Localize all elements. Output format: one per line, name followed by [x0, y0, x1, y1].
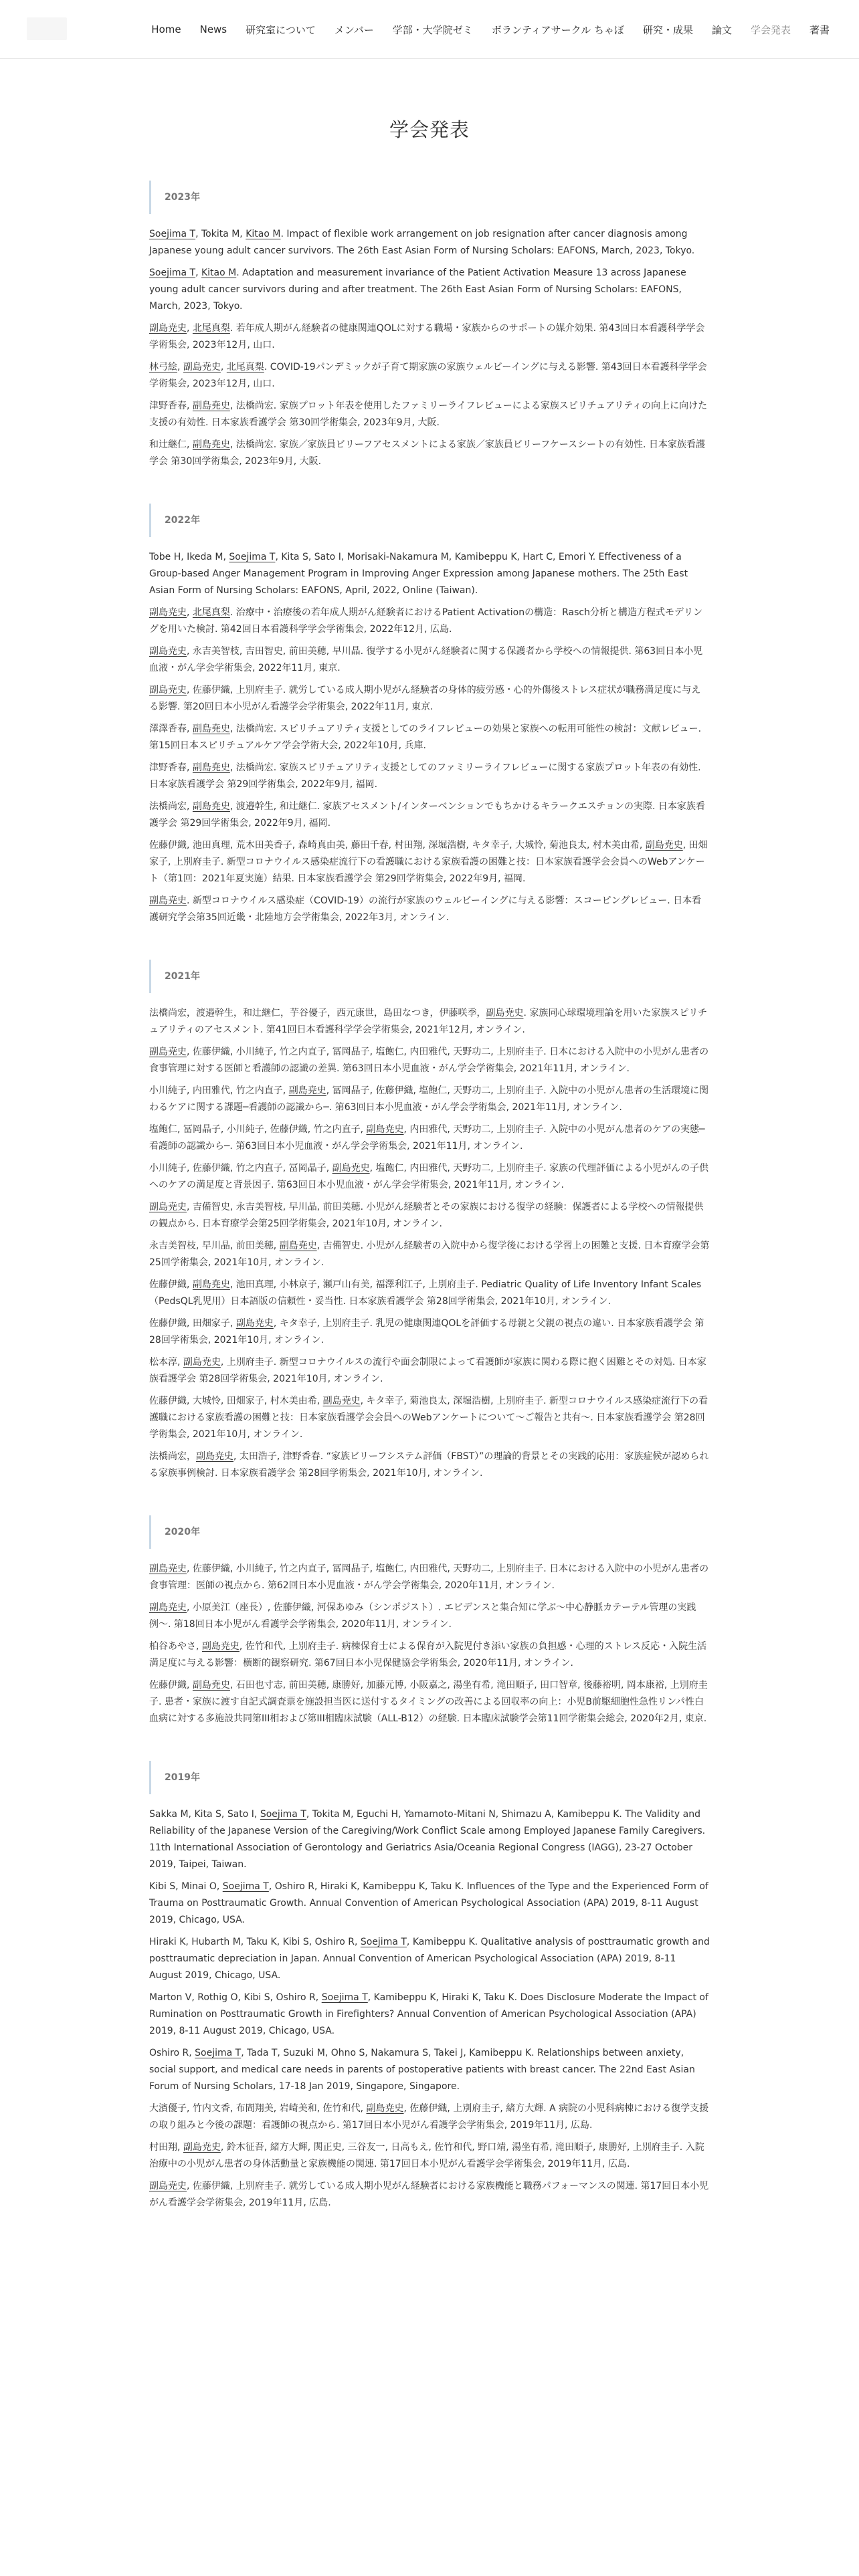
presentation-entry: 澤澤香春, 副島尭史, 法橋尚宏. スピリチュアリティ支援としてのライフレビューの効果と家族への転用可能性の検討：文献レビュー. 第15回日本スピリチュアルケア学会学術大会, 2022年10月, 兵庫. — [149, 724, 702, 751]
nav-item[interactable]: 著書 — [809, 23, 830, 36]
presentation-entry: 林弓絵, 副島尭史, 北尾真梨. COVID-19パンデミックが子育て期家族の家族ウェルビーイングに与える影響. 第43回日本看護科学学会学術集会, 2023年12月, 山口. — [149, 362, 707, 389]
site-logo[interactable] — [27, 17, 67, 40]
presentation-entry: 大濱優子, 竹内文香, 布間翔美, 岩崎美和, 佐竹和代, 副島尭史, 佐藤伊織, 上別府圭子, 緒方大輝. A 病院の小児科病棟における復学支援の取り組みと今後の課題：看護師の視点から. 第17回日本小児がん看護学会学術集会, 2019年11月, 広島. — [149, 2103, 709, 2131]
presentation-entry: Sakka M, Kita S, Sato I, Soejima T, Tokita M, Eguchi H, Yamamoto-Mitani N, Shimazu A, Kamibeppu K. The Validity and Reliability of the Japanese Version of the Caregiving/Work Conflict Scale among Employed Japanese Family Caregivers. 11th International Association of Gerontology and Geriatrics Asia/Oceania Regional Congress (IAGG), 23-27 October 2019, Taipei, Taiwan. — [149, 1809, 706, 1870]
nav-item[interactable]: 学会発表 — [750, 23, 791, 36]
year-heading: 2019年 — [149, 1761, 710, 1794]
presentation-entry: 永吉美智枝, 早川晶, 前田美穂, 副島尭史, 吉備智史. 小児がん経験者の入院中から復学後における学習上の困難と支援. 日本育療学会第25回学術集会, 2021年10月, オンライン. — [149, 1241, 710, 1268]
presentation-entry: 副島尭史, 吉備智史, 永吉美智枝, 早川晶, 前田美穂. 小児がん経験者とその家族における復学の経験：保護者による学校への情報提供の観点から. 日本育療学会第25回学術集会, 2021年10月, オンライン. — [149, 1202, 704, 1229]
presentation-entry: Marton V, Rothig O, Kibi S, Oshiro R, Soejima T, Kamibeppu K, Hiraki K, Taku K. Does Disclosure Moderate the Impact of Rumination on Posttraumatic Growth in Firefighters? Annual Convention of American Psychological Association (APA) 2019, 8-11 August 2019, Chicago, USA. — [149, 1992, 708, 2036]
presentation-entry: 津野香春, 副島尭史, 法橋尚宏. 家族プロット年表を使用したファミリーライフレビューによる家族スピリチュアリティの向上に向けた支援の有効性. 日本家族看護学会 第30回学術集会, 2023年9月, 大阪. — [149, 401, 708, 428]
presentation-entry: 副島尭史, 北尾真梨. 治療中・治療後の若年成人期がん経験者におけるPatient Activationの構造：Rasch分析と構造方程式モデリングを用いた検討. 第42回日本看護科学学会学術集会, 2022年12月, 広島. — [149, 607, 702, 635]
presentation-entry: 副島尭史, 永吉美智枝, 吉田智史, 前田美穂, 早川晶. 復学する小児がん経験者に関する保護者から学校への情報提供. 第63回日本小児血液・がん学会学術集会, 2022年11月, 東京. — [149, 646, 703, 673]
presentation-entry: 佐藤伊織, 池田真理, 荒木田美香子, 森崎真由美, 藤田千春, 村田翔, 深堀浩樹, キタ幸子, 大城怜, 菊池良太, 村木美由希, 副島尭史, 田畑家子, 上別府圭子. 新型コロナウイルス感染症流行下の看護職における家族看護の困難と技：日本家族看護学会会員へのWebアンケート（第1回：2021年夏実施）結果. 日本家族看護学会 第29回学術集会, 2022年9月, 福岡. — [149, 840, 708, 884]
presentation-entry: 小川純子, 佐藤伊織, 竹之内直子, 冨岡晶子, 副島尭史, 塩飽仁, 内田雅代, 天野功二, 上別府圭子. 家族の代理評価による小児がんの子供へのケアの満足度と背景因子. 第63回日本小児血液・がん学会学術集会, 2021年11月, オンライン. — [149, 1163, 709, 1190]
presentation-entry: 村田翔, 副島尭史, 鈴木征吾, 緒方大輝, 関正史, 三谷友一, 日高もえ, 佐竹和代, 野口靖, 湯坐有希, 滝田順子, 康勝好, 上別府圭子. 入院治療中の小児がん患者の身体活動量と家族機能の関連. 第17回日本小児がん看護学会学術集会, 2019年11月, 広島. — [149, 2142, 704, 2169]
presentation-entry: 副島尭史, 佐藤伊織, 小川純子, 竹之内直子, 冨岡晶子, 塩飽仁, 内田雅代, 天野功二, 上別府圭子. 日本における入院中の小児がん患者の食事管理に対する医師と看護師の認識の差異. 第63回日本小児血液・がん学会学術集会, 2021年11月, オンライン. — [149, 1047, 709, 1074]
year-heading: 2023年 — [149, 181, 710, 214]
presentation-entry: 小川純子, 内田雅代, 竹之内直子, 副島尭史, 冨岡晶子, 佐藤伊織, 塩飽仁, 天野功二, 上別府圭子. 入院中の小児がん患者の生活環境に関わるケアに関する課題─看護師の認識から─. 第63回日本小児血液・がん学会学術集会, 2021年11月, オンライン. — [149, 1085, 709, 1113]
year-heading: 2020年 — [149, 1515, 710, 1549]
presentation-entry: Soejima T, Kitao M. Adaptation and measurement invariance of the Patient Activation Measure 13 across Japanese young adult cancer survivors during and after treatment. The 26th East Asian Form of Nursing Scholars: EAFONS, March, 2023, Tokyo. — [149, 267, 686, 312]
page-title: 学会発表 — [389, 118, 470, 141]
presentation-entry: 佐藤伊織, 副島尭史, 石田也寸志, 前田美穂, 康勝好, 加藤元博, 小阪嘉之, 湯坐有希, 滝田順子, 田口智章, 後藤裕明, 岡本康裕, 上別府圭子. 患者・家族に渡す自記式調査票を施設担当医に送付するタイミングの改善による回収率の向上：小児B前駆細胞性急性リンパ性白血病に対する多施設共同第III相および第III相臨床試験（ALL-B12）の経験. 日本臨床試験学会第11回学術集会総会, 2020年2月, 東京. — [149, 1680, 708, 1724]
presentation-list — [149, 181, 710, 2212]
year-section — [149, 960, 710, 1482]
presentation-entry: Hiraki K, Hubarth M, Taku K, Kibi S, Oshiro R, Soejima T, Kamibeppu K. Qualitative analysis of posttraumatic growth and posttraumatic depreciation in Japan. Annual Convention of American Psychological Association (APA) 2019, 8-11 August 2019, Chicago, USA. — [149, 1937, 710, 1981]
nav-item[interactable]: ボランティアサークル ちゃぼ — [491, 23, 624, 36]
presentation-entry: 副島尭史, 佐藤伊織, 上別府圭子. 就労している成人期小児がん経験者の身体的疲労感・心的外傷後ストレス症状が職務満足度に与える影響. 第20回日本小児がん看護学会学術集会, 2022年11月, 東京. — [149, 685, 701, 712]
presentation-entry: Oshiro R, Soejima T, Tada T, Suzuki M, Ohno S, Nakamura S, Takei J, Kamibeppu K. Relationships between anxiety, social support, and medical care needs in parents of postoperative patients with breast cancer. The 22nd East Asian Forum of Nursing Scholars, 17-18 Jan 2019, Singapore, Singapore. — [149, 2048, 695, 2092]
year-heading: 2021年 — [149, 960, 710, 993]
year-section — [149, 181, 710, 470]
presentation-entry: 法橋尚宏，副島尭史, 太田浩子, 津野香春. “家族ビリーフシステム評価（FBST）”の理論的背景とその実践的応用：家族症候が認められる家族事例検討. 日本家族看護学会 第28回学術集会, 2021年10月, オンライン. — [149, 1451, 709, 1479]
presentation-entry: Soejima T, Tokita M, Kitao M. Impact of flexible work arrangement on job resignation after cancer diagnosis among Japanese young adult cancer survivors. The 26th East Asian Form of Nursing Scholars: EAFONS, March, 2023, Tokyo. — [149, 229, 695, 256]
presentation-entry: Tobe H, Ikeda M, Soejima T, Kita S, Sato I, Morisaki-Nakamura M, Kamibeppu K, Hart C, Emori Y. Effectiveness of a Group-based Anger Management Program in Improving Anger Expression among Japanese mothers. The 25th East Asian Form of Nursing Scholars: EAFONS, April, 2022, Online (Taiwan). — [149, 552, 688, 596]
presentation-entry: Kibi S, Minai O, Soejima T, Oshiro R, Hiraki K, Kamibeppu K, Taku K. Influences of the Type and the Experienced Form of Trauma on Posttraumatic Growth. Annual Convention of American Psychological Association (APA) 2019, 8-11 August 2019, Chicago, USA. — [149, 1881, 708, 1925]
nav-item[interactable]: 研究室について — [246, 23, 316, 36]
presentation-entry: 副島尭史, 北尾真梨. 若年成人期がん経験者の健康関連QOLに対する職場・家族からのサポートの媒介効果. 第43回日本看護科学学会学術集会, 2023年12月, 山口. — [149, 323, 705, 350]
main-content — [149, 111, 710, 2212]
presentation-entry: 副島尭史. 新型コロナウイルス感染症（COVID-19）の流行が家族のウェルビーイングに与える影響：スコーピングレビュー. 日本看護研究学会第35回近畿・北陸地方会学術集会, 2022年3月, オンライン. — [149, 895, 702, 923]
presentation-entry: 副島尭史, 佐藤伊織, 小川純子, 竹之内直子, 冨岡晶子, 塩飽仁, 内田雅代, 天野功二, 上別府圭子. 日本における入院中の小児がん患者の食事管理：医師の視点から. 第62回日本小児血液・がん学会学術集会, 2020年11月, オンライン. — [149, 1564, 709, 1591]
nav-item[interactable]: メンバー — [334, 23, 374, 36]
presentation-entry: 柏谷あやさ, 副島尭史, 佐竹和代, 上別府圭子. 病棟保育士による保育が入院児付き添い家族の負担感・心理的ストレス反応・入院生活満足度に与える影響：横断的観察研究. 第67回日本小児保健協会学術集会, 2020年11月, オンライン. — [149, 1641, 707, 1669]
presentation-entry: 法橋尚宏, 副島尭史, 渡邉幹生, 和辻継仁. 家族アセスメント/インターベンションでもちかけるキラークエスチョンの実際. 日本家族看護学会 第29回学術集会, 2022年9月, 福岡. — [149, 801, 705, 829]
year-heading: 2022年 — [149, 504, 710, 537]
presentation-entry: 津野香春, 副島尭史, 法橋尚宏. 家族スピリチュアリティ支援としてのファミリーライフレビューに関する家族プロット年表の有効性. 日本家族看護学会 第29回学術集会, 2022年9月, 福岡. — [149, 762, 701, 790]
presentation-entry: 副島尭史, 小原美江（座長）, 佐藤伊織, 河保あゆみ（シンポジスト）. エビデンスと集合知に学ぶ〜中心静脈カテーテル管理の実践例〜. 第18回日本小児がん看護学会学術集会, 2020年11月, オンライン. — [149, 1602, 696, 1630]
presentation-entry: 松本淳, 副島尭史, 上別府圭子. 新型コロナウイルスの流行や面会制限によって看護師が家族に関わる際に抱く困難とその対処. 日本家族看護学会 第28回学術集会, 2021年10月, オンライン. — [149, 1357, 706, 1384]
presentation-entry: 副島尭史, 佐藤伊織, 上別府圭子. 就労している成人期小児がん経験者における家族機能と職務パフォーマンスの関連. 第17回日本小児がん看護学会学術集会, 2019年11月, 広島. — [149, 2181, 709, 2208]
nav-item[interactable]: Home — [151, 23, 181, 35]
year-section — [149, 1761, 710, 2212]
presentation-entry: 塩飽仁, 冨岡晶子, 小川純子, 佐藤伊織, 竹之内直子, 副島尭史, 内田雅代, 天野功二, 上別府圭子. 入院中の小児がん患者のケアの実態─看護師の認識から─. 第63回日本小児血液・がん学会学術集会, 2021年11月, オンライン. — [149, 1124, 705, 1152]
presentation-entry: 佐藤伊織, 大城怜, 田畑家子, 村木美由希, 副島尭史, キタ幸子, 菊池良太, 深堀浩樹, 上別府圭子. 新型コロナウイルス感染症流行下の看護職における家族看護の困難と技：日本家族看護学会会員へのWebアンケートについて〜ご報告と共有〜. 日本家族看護学会 第28回学術集会, 2021年10月, オンライン. — [149, 1396, 708, 1440]
main-nav — [142, 0, 839, 59]
presentation-entry: 佐藤伊織, 副島尭史, 池田真理, 小林京子, 瀬戸山有美, 福澤利江子, 上別府圭子. Pediatric Quality of Life Inventory Infant Scales（PedsQL乳児用）日本語版の信頼性・妥当性. 日本家族看護学会 第28回学術集会, 2021年10月, オンライン. — [149, 1279, 702, 1307]
presentation-entry: 佐藤伊織, 田畑家子, 副島尭史, キタ幸子, 上別府圭子. 乳児の健康関連QOLを評価する母親と父親の視点の違い. 日本家族看護学会 第28回学術集会, 2021年10月, オンライン. — [149, 1318, 704, 1346]
presentation-entry: 和辻継仁, 副島尭史, 法橋尚宏. 家族／家族員ビリーフアセスメントによる家族／家族員ビリーフケースシートの有効性. 日本家族看護学会 第30回学術集会, 2023年9月, 大阪. — [149, 439, 705, 467]
nav-item[interactable]: 学部・大学院ゼミ — [392, 23, 473, 36]
nav-item[interactable]: 研究・成果 — [642, 23, 693, 36]
year-section — [149, 504, 710, 926]
year-section — [149, 1515, 710, 1727]
site-header — [0, 0, 859, 59]
nav-item[interactable]: 論文 — [711, 23, 732, 36]
nav-item[interactable]: News — [199, 23, 227, 35]
presentation-entry: 法橋尚宏，渡邉幹生，和辻継仁，芋谷優子，西元康世，島田なつき，伊藤咲季，副島尭史. 家族同心球環境理論を用いた家族スピリチュアリティのアセスメント. 第41回日本看護科学学会学術集会, 2021年12月, オンライン. — [149, 1008, 708, 1035]
